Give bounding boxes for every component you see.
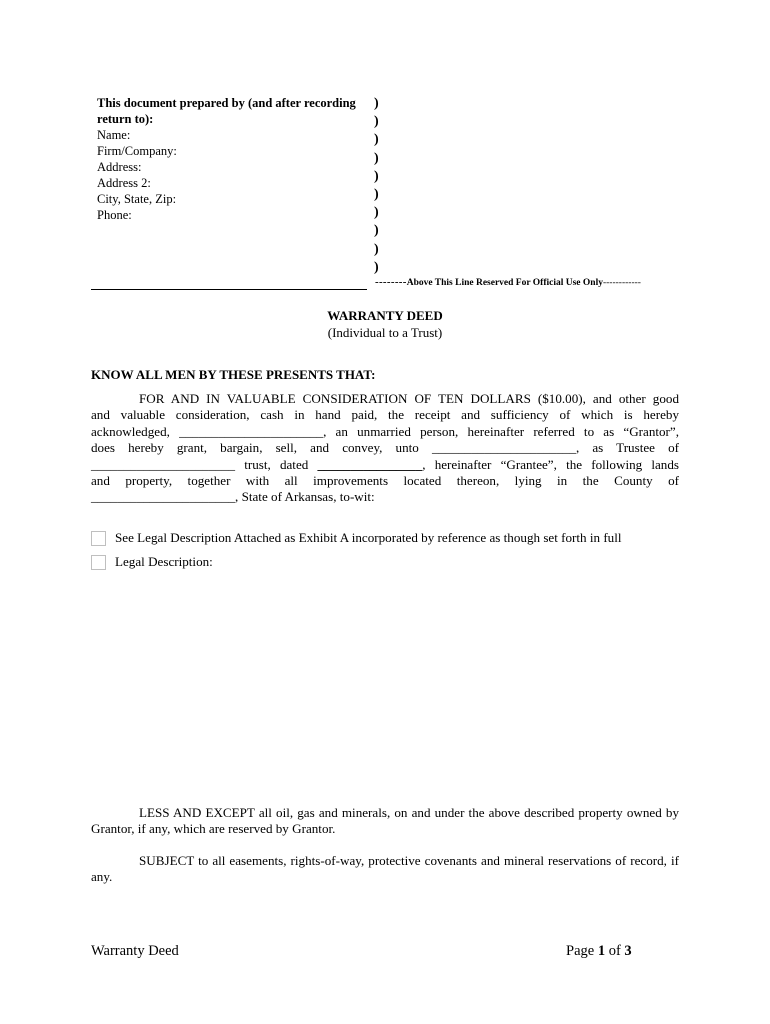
paren: ) [374, 223, 379, 239]
reserved-line-note [375, 276, 641, 288]
subject-to-paragraph [91, 853, 679, 886]
page-total: 3 [624, 943, 632, 959]
signature-rule [91, 289, 367, 290]
paren: ) [374, 187, 379, 203]
page-word: Page [566, 943, 595, 959]
document-title: WARRANTY DEED [327, 308, 443, 323]
consideration-line: does hereby grant, bargain, sell, and convey, unto ______________________, as Trustee of [91, 440, 679, 456]
consideration-line: ______________________, State of Arkansas, to-wit: [91, 489, 375, 505]
checkbox[interactable] [91, 531, 106, 546]
subject-to-text: SUBJECT to all easements, rights-of-way, protective covenants and mineral reservations of record, if any. [91, 853, 679, 885]
reserved-text: Above This Line Reserved For Official Use Only [406, 278, 603, 288]
option-legal-description-label: Legal Description: [115, 554, 213, 569]
less-and-except-paragraph [91, 805, 679, 838]
consideration-line: acknowledged, ______________________, an unmarried person, hereinafter referred to as “Grantor”, [91, 423, 679, 439]
paren: ) [374, 150, 379, 166]
consideration-paragraph [91, 391, 679, 506]
field-name-label: Name: [97, 128, 131, 142]
field-address-label: Address: [97, 160, 142, 174]
option-exhibit-a[interactable] [91, 530, 622, 546]
paren: ) [374, 259, 379, 275]
document-subtitle: (Individual to a Trust) [327, 325, 443, 340]
field-firm-label: Firm/Company: [97, 144, 177, 158]
field-phone-label: Phone: [97, 208, 132, 222]
know-all-heading: KNOW ALL MEN BY THESE PRESENTS THAT: [91, 367, 376, 382]
option-exhibit-a-label: See Legal Description Attached as Exhibit A incorporated by reference as though set forth in full [115, 530, 622, 545]
paren: ) [374, 96, 379, 111]
footer-page-number [566, 943, 632, 960]
paren-column [374, 95, 384, 277]
consideration-line: and property, together with all improvements located thereon, lying in the County of [91, 473, 679, 489]
field-city-state-zip-label: City, State, Zip: [97, 192, 177, 206]
option-legal-description[interactable] [91, 554, 213, 570]
checkbox[interactable] [91, 555, 106, 570]
grantee-text: , hereinafter “Grantee”, the following lands [422, 456, 679, 472]
field-address2-label: Address 2: [97, 176, 151, 190]
of-word: of [608, 943, 621, 959]
consideration-line [91, 457, 679, 473]
prepared-by-heading-2: return to): [97, 112, 154, 126]
paren: ) [374, 241, 379, 257]
reserved-lead-dashes: -------- [375, 276, 407, 288]
prepared-by-block [97, 95, 372, 223]
reserved-trail-dashes: ------------ [602, 278, 641, 288]
less-and-except-text: LESS AND EXCEPT all oil, gas and minerals, on and under the above described property owned by Grantor, if any, which are reserved by Grantor. [91, 805, 679, 837]
paren: ) [374, 205, 379, 221]
paren: ) [374, 168, 379, 184]
paren: ) [374, 132, 379, 148]
prepared-by-heading-1: This document prepared by (and after recording [97, 96, 356, 110]
trust-name-blank: ______________________ trust, dated [91, 456, 318, 472]
consideration-line: FOR AND IN VALUABLE CONSIDERATION OF TEN DOLLARS ($10.00), and other good [139, 391, 679, 406]
date-blank: ________________ [317, 456, 423, 472]
paren: ) [374, 114, 379, 130]
consideration-line: and valuable consideration, cash in hand paid, the receipt and sufficiency of which is hereby [91, 407, 679, 423]
footer-document-name: Warranty Deed [91, 943, 179, 959]
page-current: 1 [597, 943, 606, 959]
